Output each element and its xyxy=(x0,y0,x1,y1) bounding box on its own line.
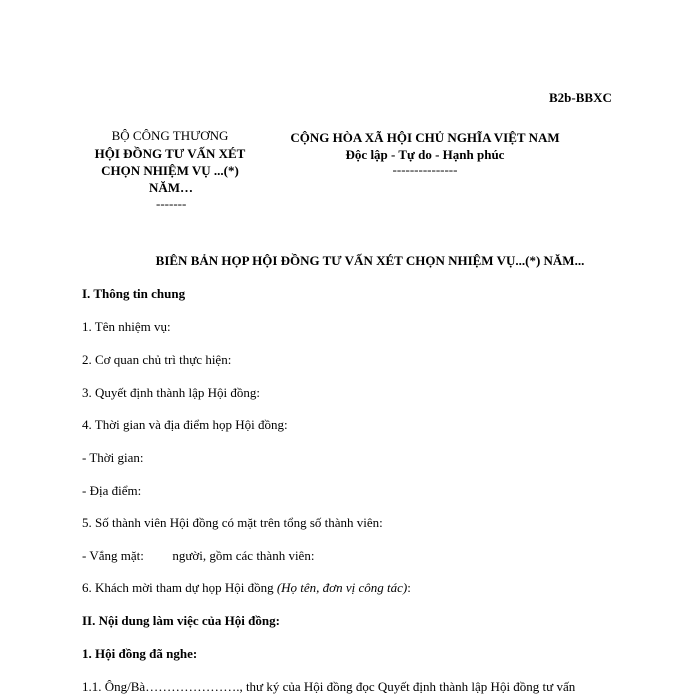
host-agency-field: 2. Cơ quan chủ trì thực hiện: xyxy=(82,352,232,367)
absent-label: - Vắng mặt: xyxy=(82,548,144,563)
paragraph-1-1: 1.1. Ông/Bà…………………., thư ký của Hội đồng đọc Quyết định thành lập Hội đồng tư vấn xyxy=(82,679,576,694)
form-code: B2b-BBXC xyxy=(549,90,612,105)
guests-colon: : xyxy=(407,580,411,595)
left-divider: ------- xyxy=(156,196,187,211)
national-motto: Độc lập - Tự do - Hạnh phúc xyxy=(345,147,505,162)
council-name-line2: CHỌN NHIỆM VỤ ...(*) xyxy=(101,163,239,178)
country-name: CỘNG HÒA XÃ HỘI CHỦ NGHĨA VIỆT NAM xyxy=(290,130,560,145)
place-field: - Địa điểm: xyxy=(82,483,142,498)
document-title: BIÊN BẢN HỌP HỘI ĐỒNG TƯ VẤN XÉT CHỌN NHIỆM VỤ...(*) NĂM... xyxy=(155,253,585,268)
time-place-field: 4. Thời gian và địa điểm họp Hội đồng: xyxy=(82,417,288,432)
decision-field: 3. Quyết định thành lập Hội đồng: xyxy=(82,385,261,400)
absent-rest: người, gồm các thành viên: xyxy=(172,548,315,563)
subsection-heard-heading: 1. Hội đồng đã nghe: xyxy=(82,646,198,661)
council-name-line1: HỘI ĐỒNG TƯ VẤN XÉT xyxy=(94,146,246,161)
section2-heading: II. Nội dung làm việc của Hội đồng: xyxy=(82,613,280,628)
member-count-field: 5. Số thành viên Hội đồng có mặt trên tổng số thành viên: xyxy=(82,515,383,530)
guests-label: 6. Khách mời tham dự họp Hội đồng xyxy=(82,580,277,595)
absent-field xyxy=(82,548,314,564)
task-name-field: 1. Tên nhiệm vụ: xyxy=(82,319,171,334)
right-divider: --------------- xyxy=(392,162,458,177)
time-field: - Thời gian: xyxy=(82,450,144,465)
guests-hint: (Họ tên, đơn vị công tác) xyxy=(276,580,408,595)
section1-heading: I. Thông tin chung xyxy=(82,286,186,301)
guests-field xyxy=(82,580,411,596)
ministry-name: BỘ CÔNG THƯƠNG xyxy=(111,128,229,143)
council-name-line3: NĂM… xyxy=(149,180,194,195)
